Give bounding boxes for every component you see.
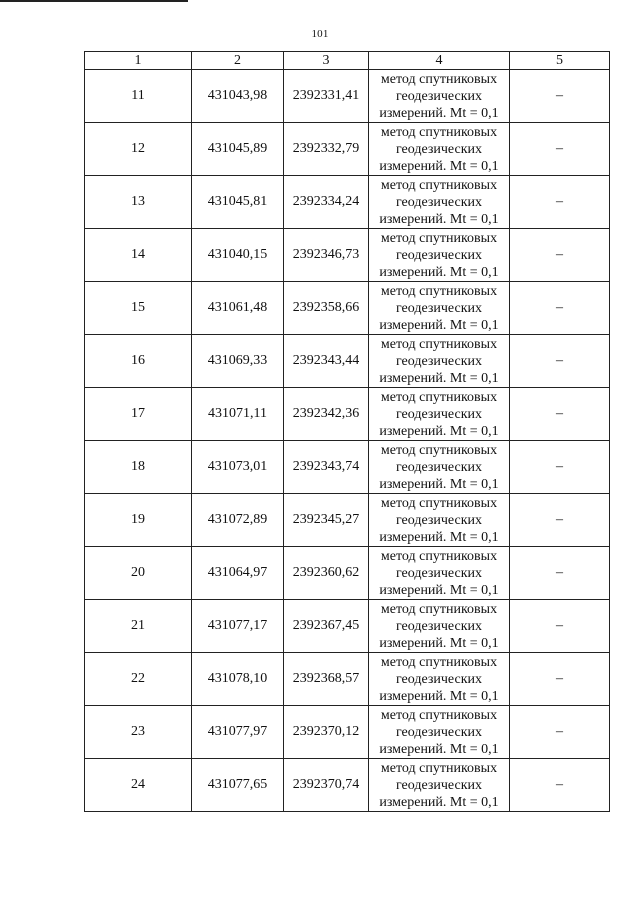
method-text-line: геодезических — [395, 141, 482, 157]
x-coordinate-cell: 431078,10 — [192, 653, 284, 706]
y-coordinate-cell: 2392367,45 — [284, 600, 369, 653]
coordinates-table — [84, 51, 610, 812]
method-cell — [369, 441, 510, 494]
method-text-line: измерений. Mt = 0,1 — [379, 423, 499, 439]
method-text-line: геодезических — [395, 406, 482, 422]
note-cell: – — [510, 494, 610, 547]
method-text-line: геодезических — [395, 300, 482, 316]
note-cell: – — [510, 335, 610, 388]
method-text-line: геодезических — [395, 88, 482, 104]
method-text-line: геодезических — [395, 618, 482, 634]
method-text-line: измерений. Mt = 0,1 — [379, 476, 499, 492]
method-cell — [369, 335, 510, 388]
method-cell — [369, 176, 510, 229]
method-text-line: измерений. Mt = 0,1 — [379, 317, 499, 333]
note-cell: – — [510, 123, 610, 176]
scan-edge-rule — [0, 0, 188, 2]
method-text-line: геодезических — [395, 194, 482, 210]
method-text-line: геодезических — [395, 671, 482, 687]
x-coordinate-cell: 431077,17 — [192, 600, 284, 653]
x-coordinate-cell: 431040,15 — [192, 229, 284, 282]
note-cell: – — [510, 653, 610, 706]
method-text-line: измерений. Mt = 0,1 — [379, 582, 499, 598]
method-text-line: измерений. Mt = 0,1 — [379, 211, 499, 227]
y-coordinate-cell: 2392368,57 — [284, 653, 369, 706]
method-text-line: метод спутниковых — [380, 760, 498, 776]
method-text-line: метод спутниковых — [380, 336, 498, 352]
y-coordinate-cell: 2392334,24 — [284, 176, 369, 229]
method-text-line: геодезических — [395, 353, 482, 369]
method-text-line: метод спутниковых — [380, 177, 498, 193]
table-row — [85, 229, 610, 282]
y-coordinate-cell: 2392345,27 — [284, 494, 369, 547]
method-cell — [369, 123, 510, 176]
note-cell: – — [510, 229, 610, 282]
method-text-line: геодезических — [395, 724, 482, 740]
table-row — [85, 70, 610, 123]
method-text-line: метод спутниковых — [380, 230, 498, 246]
table-body — [85, 70, 610, 812]
table-row — [85, 282, 610, 335]
method-text-line: метод спутниковых — [380, 495, 498, 511]
method-cell — [369, 388, 510, 441]
table-row — [85, 600, 610, 653]
row-number-cell: 14 — [85, 229, 192, 282]
method-cell — [369, 494, 510, 547]
method-text-line: метод спутниковых — [380, 601, 498, 617]
y-coordinate-cell: 2392343,74 — [284, 441, 369, 494]
x-coordinate-cell: 431045,81 — [192, 176, 284, 229]
method-text-line: измерений. Mt = 0,1 — [379, 158, 499, 174]
table-row — [85, 176, 610, 229]
y-coordinate-cell: 2392358,66 — [284, 282, 369, 335]
table-row — [85, 441, 610, 494]
method-text-line: метод спутниковых — [380, 654, 498, 670]
method-cell — [369, 759, 510, 812]
method-text-line: геодезических — [395, 247, 482, 263]
row-number-cell: 19 — [85, 494, 192, 547]
table-row — [85, 388, 610, 441]
method-cell — [369, 706, 510, 759]
note-cell: – — [510, 759, 610, 812]
method-text-line: метод спутниковых — [380, 442, 498, 458]
note-cell: – — [510, 70, 610, 123]
note-cell: – — [510, 706, 610, 759]
method-cell — [369, 70, 510, 123]
note-cell: – — [510, 600, 610, 653]
method-text-line: метод спутниковых — [380, 389, 498, 405]
method-text-line: геодезических — [395, 459, 482, 475]
x-coordinate-cell: 431045,89 — [192, 123, 284, 176]
table-header-row — [85, 52, 610, 70]
row-number-cell: 17 — [85, 388, 192, 441]
y-coordinate-cell: 2392343,44 — [284, 335, 369, 388]
y-coordinate-cell: 2392360,62 — [284, 547, 369, 600]
note-cell: – — [510, 441, 610, 494]
method-text-line: измерений. Mt = 0,1 — [379, 264, 499, 280]
column-header-5: 5 — [510, 52, 610, 70]
method-text-line: измерений. Mt = 0,1 — [379, 529, 499, 545]
row-number-cell: 13 — [85, 176, 192, 229]
page-number: 101 — [311, 28, 329, 40]
method-text-line: измерений. Mt = 0,1 — [379, 688, 499, 704]
x-coordinate-cell: 431071,11 — [192, 388, 284, 441]
table-row — [85, 494, 610, 547]
x-coordinate-cell: 431043,98 — [192, 70, 284, 123]
y-coordinate-cell: 2392332,79 — [284, 123, 369, 176]
method-text-line: измерений. Mt = 0,1 — [379, 370, 499, 386]
row-number-cell: 24 — [85, 759, 192, 812]
row-number-cell: 20 — [85, 547, 192, 600]
y-coordinate-cell: 2392331,41 — [284, 70, 369, 123]
method-text-line: измерений. Mt = 0,1 — [379, 741, 499, 757]
method-text-line: метод спутниковых — [380, 548, 498, 564]
y-coordinate-cell: 2392370,12 — [284, 706, 369, 759]
row-number-cell: 11 — [85, 70, 192, 123]
y-coordinate-cell: 2392370,74 — [284, 759, 369, 812]
method-text-line: метод спутниковых — [380, 283, 498, 299]
x-coordinate-cell: 431073,01 — [192, 441, 284, 494]
method-text-line: измерений. Mt = 0,1 — [379, 794, 499, 810]
column-header-3: 3 — [284, 52, 369, 70]
x-coordinate-cell: 431069,33 — [192, 335, 284, 388]
table-row — [85, 123, 610, 176]
method-text-line: геодезических — [395, 777, 482, 793]
note-cell: – — [510, 282, 610, 335]
y-coordinate-cell: 2392342,36 — [284, 388, 369, 441]
x-coordinate-cell: 431072,89 — [192, 494, 284, 547]
row-number-cell: 12 — [85, 123, 192, 176]
method-text-line: измерений. Mt = 0,1 — [379, 635, 499, 651]
row-number-cell: 16 — [85, 335, 192, 388]
method-text-line: метод спутниковых — [380, 707, 498, 723]
x-coordinate-cell: 431061,48 — [192, 282, 284, 335]
method-text-line: измерений. Mt = 0,1 — [379, 105, 499, 121]
method-cell — [369, 282, 510, 335]
x-coordinate-cell: 431064,97 — [192, 547, 284, 600]
method-text-line: геодезических — [395, 565, 482, 581]
method-cell — [369, 229, 510, 282]
method-text-line: геодезических — [395, 512, 482, 528]
column-header-2: 2 — [192, 52, 284, 70]
method-cell — [369, 653, 510, 706]
row-number-cell: 18 — [85, 441, 192, 494]
table-row — [85, 547, 610, 600]
table-row — [85, 706, 610, 759]
column-header-1: 1 — [85, 52, 192, 70]
row-number-cell: 22 — [85, 653, 192, 706]
column-header-4: 4 — [369, 52, 510, 70]
method-cell — [369, 547, 510, 600]
row-number-cell: 21 — [85, 600, 192, 653]
note-cell: – — [510, 176, 610, 229]
table-row — [85, 653, 610, 706]
method-text-line: метод спутниковых — [380, 124, 498, 140]
method-cell — [369, 600, 510, 653]
table-row — [85, 759, 610, 812]
row-number-cell: 23 — [85, 706, 192, 759]
method-text-line: метод спутниковых — [380, 71, 498, 87]
note-cell: – — [510, 388, 610, 441]
x-coordinate-cell: 431077,65 — [192, 759, 284, 812]
x-coordinate-cell: 431077,97 — [192, 706, 284, 759]
note-cell: – — [510, 547, 610, 600]
y-coordinate-cell: 2392346,73 — [284, 229, 369, 282]
row-number-cell: 15 — [85, 282, 192, 335]
table-row — [85, 335, 610, 388]
